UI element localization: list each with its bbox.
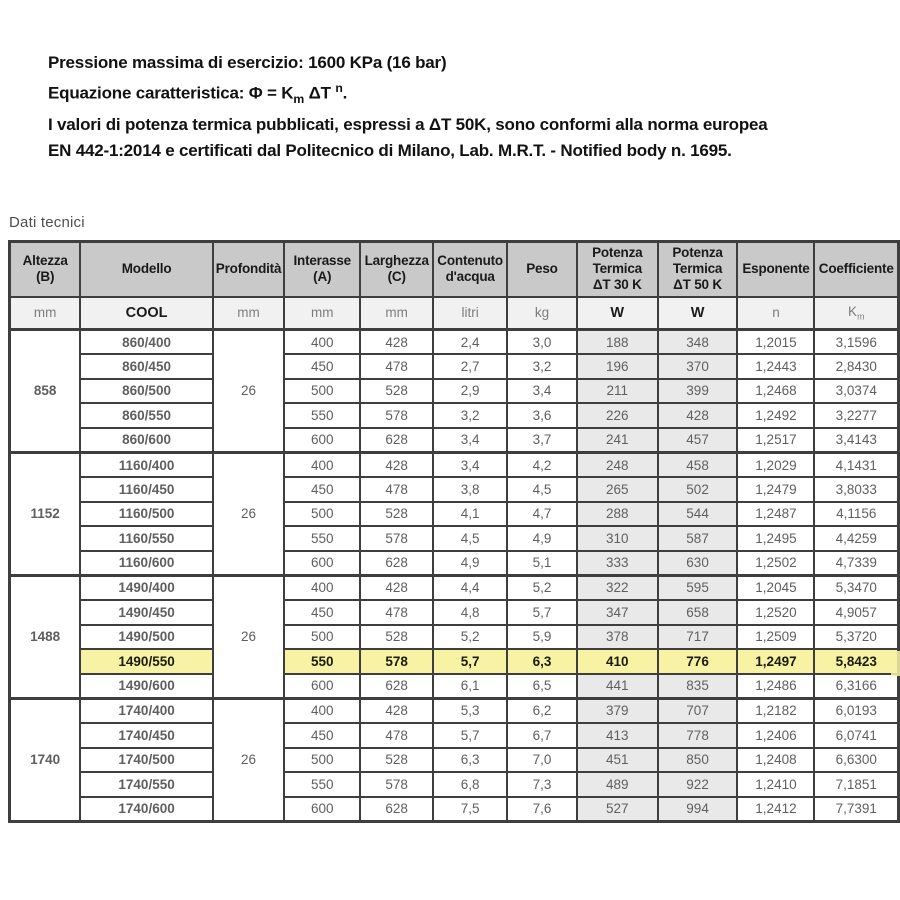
- cell-potenza30: 188: [577, 330, 658, 355]
- cell-larghezza: 528: [360, 625, 433, 650]
- col-unit-coefficiente: $K_m$: [814, 297, 898, 330]
- cell-peso: 6,3: [507, 649, 577, 674]
- cell-esponente: 1,2015: [737, 330, 814, 355]
- col-header-esponente: Esponente: [737, 242, 814, 297]
- cell-peso: 7,0: [507, 748, 577, 773]
- col-header-coefficiente: Coefficiente: [814, 242, 898, 297]
- cell-potenza50: 348: [658, 330, 738, 355]
- col-unit-larghezza: mm: [360, 297, 433, 330]
- cell-peso: 3,6: [507, 403, 577, 428]
- cell-potenza30: 379: [577, 698, 658, 723]
- cell-esponente: 1,2497: [737, 649, 814, 674]
- cell-potenza30: 288: [577, 502, 658, 527]
- cell-peso: 7,6: [507, 797, 577, 822]
- header-row: [10, 242, 899, 297]
- cell-potenza50: 658: [658, 600, 738, 625]
- cell-peso: 6,5: [507, 674, 577, 699]
- col-header-contenuto: Contenuto d'acqua: [433, 242, 507, 297]
- cell-larghezza: 578: [360, 403, 433, 428]
- equation-prefix: Equazione caratteristica: Φ = K: [48, 83, 294, 103]
- cell-modello: 860/600: [80, 428, 212, 453]
- col-header-potenza50: Potenza Termica ΔT 50 K: [658, 242, 738, 297]
- col-header-peso: Peso: [507, 242, 577, 297]
- equation-tail: .: [342, 83, 348, 103]
- cell-coefficiente: 7,7391: [814, 797, 898, 822]
- cell-contenuto: 5,3: [433, 698, 507, 723]
- cell-modello: 1490/600: [80, 674, 212, 699]
- cell-contenuto: 3,4: [433, 428, 507, 453]
- cell-interasse: 500: [284, 625, 360, 650]
- cell-larghezza: 628: [360, 428, 433, 453]
- cell-profondita: 26: [213, 330, 285, 453]
- cell-coefficiente: 3,1596: [814, 330, 898, 355]
- cell-altezza: 1740: [10, 698, 81, 821]
- table-row: [10, 551, 899, 576]
- cell-interasse: 400: [284, 452, 360, 477]
- cell-esponente: 1,2468: [737, 379, 814, 404]
- cell-altezza: 1488: [10, 575, 81, 698]
- cell-esponente: 1,2412: [737, 797, 814, 822]
- cell-modello: 1160/600: [80, 551, 212, 576]
- cell-potenza50: 544: [658, 502, 738, 527]
- cell-peso: 3,2: [507, 354, 577, 379]
- cell-potenza30: 226: [577, 403, 658, 428]
- units-row: [10, 297, 899, 330]
- col-header-larghezza: Larghezza (C): [360, 242, 433, 297]
- cell-contenuto: 6,1: [433, 674, 507, 699]
- cell-coefficiente: 4,7339: [814, 551, 898, 576]
- cell-potenza30: 410: [577, 649, 658, 674]
- intro-text: [48, 50, 828, 163]
- cell-interasse: 600: [284, 797, 360, 822]
- cell-esponente: 1,2408: [737, 748, 814, 773]
- cell-modello: 860/450: [80, 354, 212, 379]
- cell-potenza50: 587: [658, 526, 738, 551]
- equation-middle: ΔT: [304, 83, 336, 103]
- cell-coefficiente: 7,1851: [814, 772, 898, 797]
- table-row: [10, 575, 899, 600]
- cell-coefficiente: 4,1431: [814, 452, 898, 477]
- cell-potenza50: 630: [658, 551, 738, 576]
- equation-exponent: n: [335, 80, 343, 95]
- intro-line-equation: [48, 76, 828, 113]
- cell-modello: 1740/450: [80, 723, 212, 748]
- cell-potenza50: 399: [658, 379, 738, 404]
- cell-esponente: 1,2182: [737, 698, 814, 723]
- cell-potenza30: 347: [577, 600, 658, 625]
- table-row: [10, 723, 899, 748]
- cell-potenza30: 527: [577, 797, 658, 822]
- table-row: [10, 797, 899, 822]
- cell-interasse: 550: [284, 403, 360, 428]
- col-unit-contenuto: litri: [433, 297, 507, 330]
- cell-contenuto: 3,2: [433, 403, 507, 428]
- table-row: [10, 698, 899, 723]
- cell-potenza30: 241: [577, 428, 658, 453]
- cell-potenza50: 370: [658, 354, 738, 379]
- cell-larghezza: 428: [360, 575, 433, 600]
- cell-interasse: 450: [284, 354, 360, 379]
- cell-interasse: 600: [284, 551, 360, 576]
- cell-modello: 1160/450: [80, 477, 212, 502]
- cell-peso: 5,2: [507, 575, 577, 600]
- cell-potenza30: 310: [577, 526, 658, 551]
- cell-contenuto: 6,8: [433, 772, 507, 797]
- cell-interasse: 600: [284, 428, 360, 453]
- cell-modello: 1490/500: [80, 625, 212, 650]
- cell-interasse: 550: [284, 649, 360, 674]
- table-row: [10, 625, 899, 650]
- cell-interasse: 500: [284, 748, 360, 773]
- cell-potenza30: 489: [577, 772, 658, 797]
- cell-esponente: 1,2492: [737, 403, 814, 428]
- cell-peso: 4,7: [507, 502, 577, 527]
- cell-modello: 1740/550: [80, 772, 212, 797]
- cell-esponente: 1,2517: [737, 428, 814, 453]
- cell-contenuto: 4,9: [433, 551, 507, 576]
- cell-potenza50: 835: [658, 674, 738, 699]
- cell-profondita: 26: [213, 698, 285, 821]
- cell-potenza50: 458: [658, 452, 738, 477]
- cell-esponente: 1,2487: [737, 502, 814, 527]
- table-row: [10, 428, 899, 453]
- cell-coefficiente: 6,6300: [814, 748, 898, 773]
- cell-larghezza: 428: [360, 330, 433, 355]
- cell-modello: 1160/500: [80, 502, 212, 527]
- cell-modello: 1740/500: [80, 748, 212, 773]
- cell-contenuto: 4,1: [433, 502, 507, 527]
- cell-peso: 3,7: [507, 428, 577, 453]
- cell-peso: 5,1: [507, 551, 577, 576]
- cell-larghezza: 478: [360, 723, 433, 748]
- cell-interasse: 450: [284, 723, 360, 748]
- cell-modello: 860/550: [80, 403, 212, 428]
- cell-potenza50: 707: [658, 698, 738, 723]
- cell-peso: 5,7: [507, 600, 577, 625]
- col-unit-altezza: mm: [10, 297, 81, 330]
- cell-larghezza: 528: [360, 748, 433, 773]
- col-header-altezza: Altezza (B): [10, 242, 81, 297]
- col-unit-potenza30: W: [577, 297, 658, 330]
- table-row: [10, 649, 899, 674]
- cell-larghezza: 578: [360, 649, 433, 674]
- col-unit-interasse: mm: [284, 297, 360, 330]
- cell-esponente: 1,2406: [737, 723, 814, 748]
- cell-larghezza: 578: [360, 526, 433, 551]
- cell-potenza30: 441: [577, 674, 658, 699]
- cell-contenuto: 4,8: [433, 600, 507, 625]
- cell-interasse: 400: [284, 330, 360, 355]
- cell-modello: 1490/400: [80, 575, 212, 600]
- cell-coefficiente: 4,9057: [814, 600, 898, 625]
- cell-coefficiente: 6,0193: [814, 698, 898, 723]
- cell-coefficiente: 3,4143: [814, 428, 898, 453]
- cell-interasse: 550: [284, 526, 360, 551]
- cell-larghezza: 628: [360, 797, 433, 822]
- cell-coefficiente: 5,3720: [814, 625, 898, 650]
- cell-esponente: 1,2495: [737, 526, 814, 551]
- cell-interasse: 450: [284, 600, 360, 625]
- cell-potenza50: 778: [658, 723, 738, 748]
- cell-modello: 1740/600: [80, 797, 212, 822]
- cell-contenuto: 2,4: [433, 330, 507, 355]
- cell-peso: 4,5: [507, 477, 577, 502]
- cell-interasse: 450: [284, 477, 360, 502]
- cell-esponente: 1,2486: [737, 674, 814, 699]
- cell-potenza30: 333: [577, 551, 658, 576]
- cell-profondita: 26: [213, 452, 285, 575]
- col-unit-peso: kg: [507, 297, 577, 330]
- cell-potenza30: 196: [577, 354, 658, 379]
- col-header-profondita: Profondità: [213, 242, 285, 297]
- table-row: [10, 403, 899, 428]
- cell-coefficiente: 3,0374: [814, 379, 898, 404]
- cell-contenuto: 4,5: [433, 526, 507, 551]
- cell-larghezza: 478: [360, 600, 433, 625]
- cell-esponente: 1,2443: [737, 354, 814, 379]
- cell-esponente: 1,2479: [737, 477, 814, 502]
- cell-esponente: 1,2045: [737, 575, 814, 600]
- cell-modello: 1490/450: [80, 600, 212, 625]
- col-header-interasse: Interasse (A): [284, 242, 360, 297]
- cell-interasse: 400: [284, 698, 360, 723]
- cell-potenza50: 428: [658, 403, 738, 428]
- cell-contenuto: 5,7: [433, 649, 507, 674]
- cell-larghezza: 428: [360, 452, 433, 477]
- table-row: [10, 674, 899, 699]
- table-row: [10, 452, 899, 477]
- cell-peso: 4,9: [507, 526, 577, 551]
- cell-coefficiente: 4,4259: [814, 526, 898, 551]
- cell-potenza30: 211: [577, 379, 658, 404]
- col-header-modello: Modello: [80, 242, 212, 297]
- cell-larghezza: 578: [360, 772, 433, 797]
- cell-contenuto: 3,4: [433, 452, 507, 477]
- table-row: [10, 502, 899, 527]
- table-row: [10, 330, 899, 355]
- cell-contenuto: 6,3: [433, 748, 507, 773]
- cell-potenza50: 717: [658, 625, 738, 650]
- cell-coefficiente: 5,8423: [814, 649, 898, 674]
- cell-larghezza: 478: [360, 354, 433, 379]
- cell-potenza50: 595: [658, 575, 738, 600]
- cell-coefficiente: 2,8430: [814, 354, 898, 379]
- cell-contenuto: 7,5: [433, 797, 507, 822]
- cell-peso: 4,2: [507, 452, 577, 477]
- cell-potenza30: 265: [577, 477, 658, 502]
- table-row: [10, 354, 899, 379]
- cell-peso: 6,2: [507, 698, 577, 723]
- cell-modello: 1490/550: [80, 649, 212, 674]
- cell-potenza30: 378: [577, 625, 658, 650]
- table-row: [10, 748, 899, 773]
- col-unit-potenza50: W: [658, 297, 738, 330]
- col-unit-esponente: n: [737, 297, 814, 330]
- cell-peso: 5,9: [507, 625, 577, 650]
- cell-potenza30: 413: [577, 723, 658, 748]
- cell-contenuto: 2,9: [433, 379, 507, 404]
- cell-larghezza: 428: [360, 698, 433, 723]
- table-row: [10, 526, 899, 551]
- cell-esponente: 1,2502: [737, 551, 814, 576]
- cell-contenuto: 5,2: [433, 625, 507, 650]
- cell-coefficiente: 6,0741: [814, 723, 898, 748]
- cell-larghezza: 628: [360, 551, 433, 576]
- cell-potenza50: 994: [658, 797, 738, 822]
- cell-interasse: 600: [284, 674, 360, 699]
- cell-coefficiente: 5,3470: [814, 575, 898, 600]
- cell-coefficiente: 6,3166: [814, 674, 898, 699]
- cell-larghezza: 528: [360, 502, 433, 527]
- cell-peso: 7,3: [507, 772, 577, 797]
- cell-esponente: 1,2029: [737, 452, 814, 477]
- technical-table: [8, 240, 900, 823]
- cell-peso: 6,7: [507, 723, 577, 748]
- cell-interasse: 500: [284, 379, 360, 404]
- cell-coefficiente: 4,1156: [814, 502, 898, 527]
- cell-profondita: 26: [213, 575, 285, 698]
- intro-line-certification: EN 442-1:2014 e certificati dal Politecnico di Milano, Lab. M.R.T. - Notified body n. 1695.: [48, 140, 732, 160]
- equation-subscript: m: [293, 91, 305, 106]
- cell-altezza: 1152: [10, 452, 81, 575]
- table-row: [10, 772, 899, 797]
- cell-potenza50: 502: [658, 477, 738, 502]
- cell-contenuto: 3,8: [433, 477, 507, 502]
- cell-peso: 3,0: [507, 330, 577, 355]
- highlight-smudge: [891, 651, 900, 676]
- cell-potenza50: 776: [658, 649, 738, 674]
- cell-interasse: 400: [284, 575, 360, 600]
- intro-line-pressure: Pressione massima di esercizio: 1600 KPa (16 bar): [48, 53, 447, 72]
- section-title: Dati tecnici: [9, 214, 85, 231]
- cell-contenuto: 2,7: [433, 354, 507, 379]
- cell-larghezza: 478: [360, 477, 433, 502]
- cell-modello: 1160/550: [80, 526, 212, 551]
- col-unit-modello: COOL: [80, 297, 212, 330]
- cell-altezza: 858: [10, 330, 81, 453]
- cell-larghezza: 628: [360, 674, 433, 699]
- cell-peso: 3,4: [507, 379, 577, 404]
- cell-larghezza: 528: [360, 379, 433, 404]
- cell-esponente: 1,2410: [737, 772, 814, 797]
- col-header-potenza30: Potenza Termica ΔT 30 K: [577, 242, 658, 297]
- cell-contenuto: 5,7: [433, 723, 507, 748]
- table-row: [10, 600, 899, 625]
- cell-modello: 1740/400: [80, 698, 212, 723]
- cell-potenza50: 850: [658, 748, 738, 773]
- cell-modello: 1160/400: [80, 452, 212, 477]
- col-unit-profondita: mm: [213, 297, 285, 330]
- cell-potenza50: 922: [658, 772, 738, 797]
- cell-modello: 860/400: [80, 330, 212, 355]
- cell-modello: 860/500: [80, 379, 212, 404]
- table-row: [10, 379, 899, 404]
- cell-esponente: 1,2520: [737, 600, 814, 625]
- cell-interasse: 550: [284, 772, 360, 797]
- cell-contenuto: 4,4: [433, 575, 507, 600]
- cell-potenza30: 248: [577, 452, 658, 477]
- cell-potenza30: 451: [577, 748, 658, 773]
- cell-coefficiente: 3,2277: [814, 403, 898, 428]
- cell-potenza30: 322: [577, 575, 658, 600]
- cell-esponente: 1,2509: [737, 625, 814, 650]
- cell-potenza50: 457: [658, 428, 738, 453]
- cell-interasse: 500: [284, 502, 360, 527]
- cell-coefficiente: 3,8033: [814, 477, 898, 502]
- intro-line-norm: I valori di potenza termica pubblicati, espressi a ΔT 50K, sono conformi alla norma europea: [48, 115, 768, 135]
- table-row: [10, 477, 899, 502]
